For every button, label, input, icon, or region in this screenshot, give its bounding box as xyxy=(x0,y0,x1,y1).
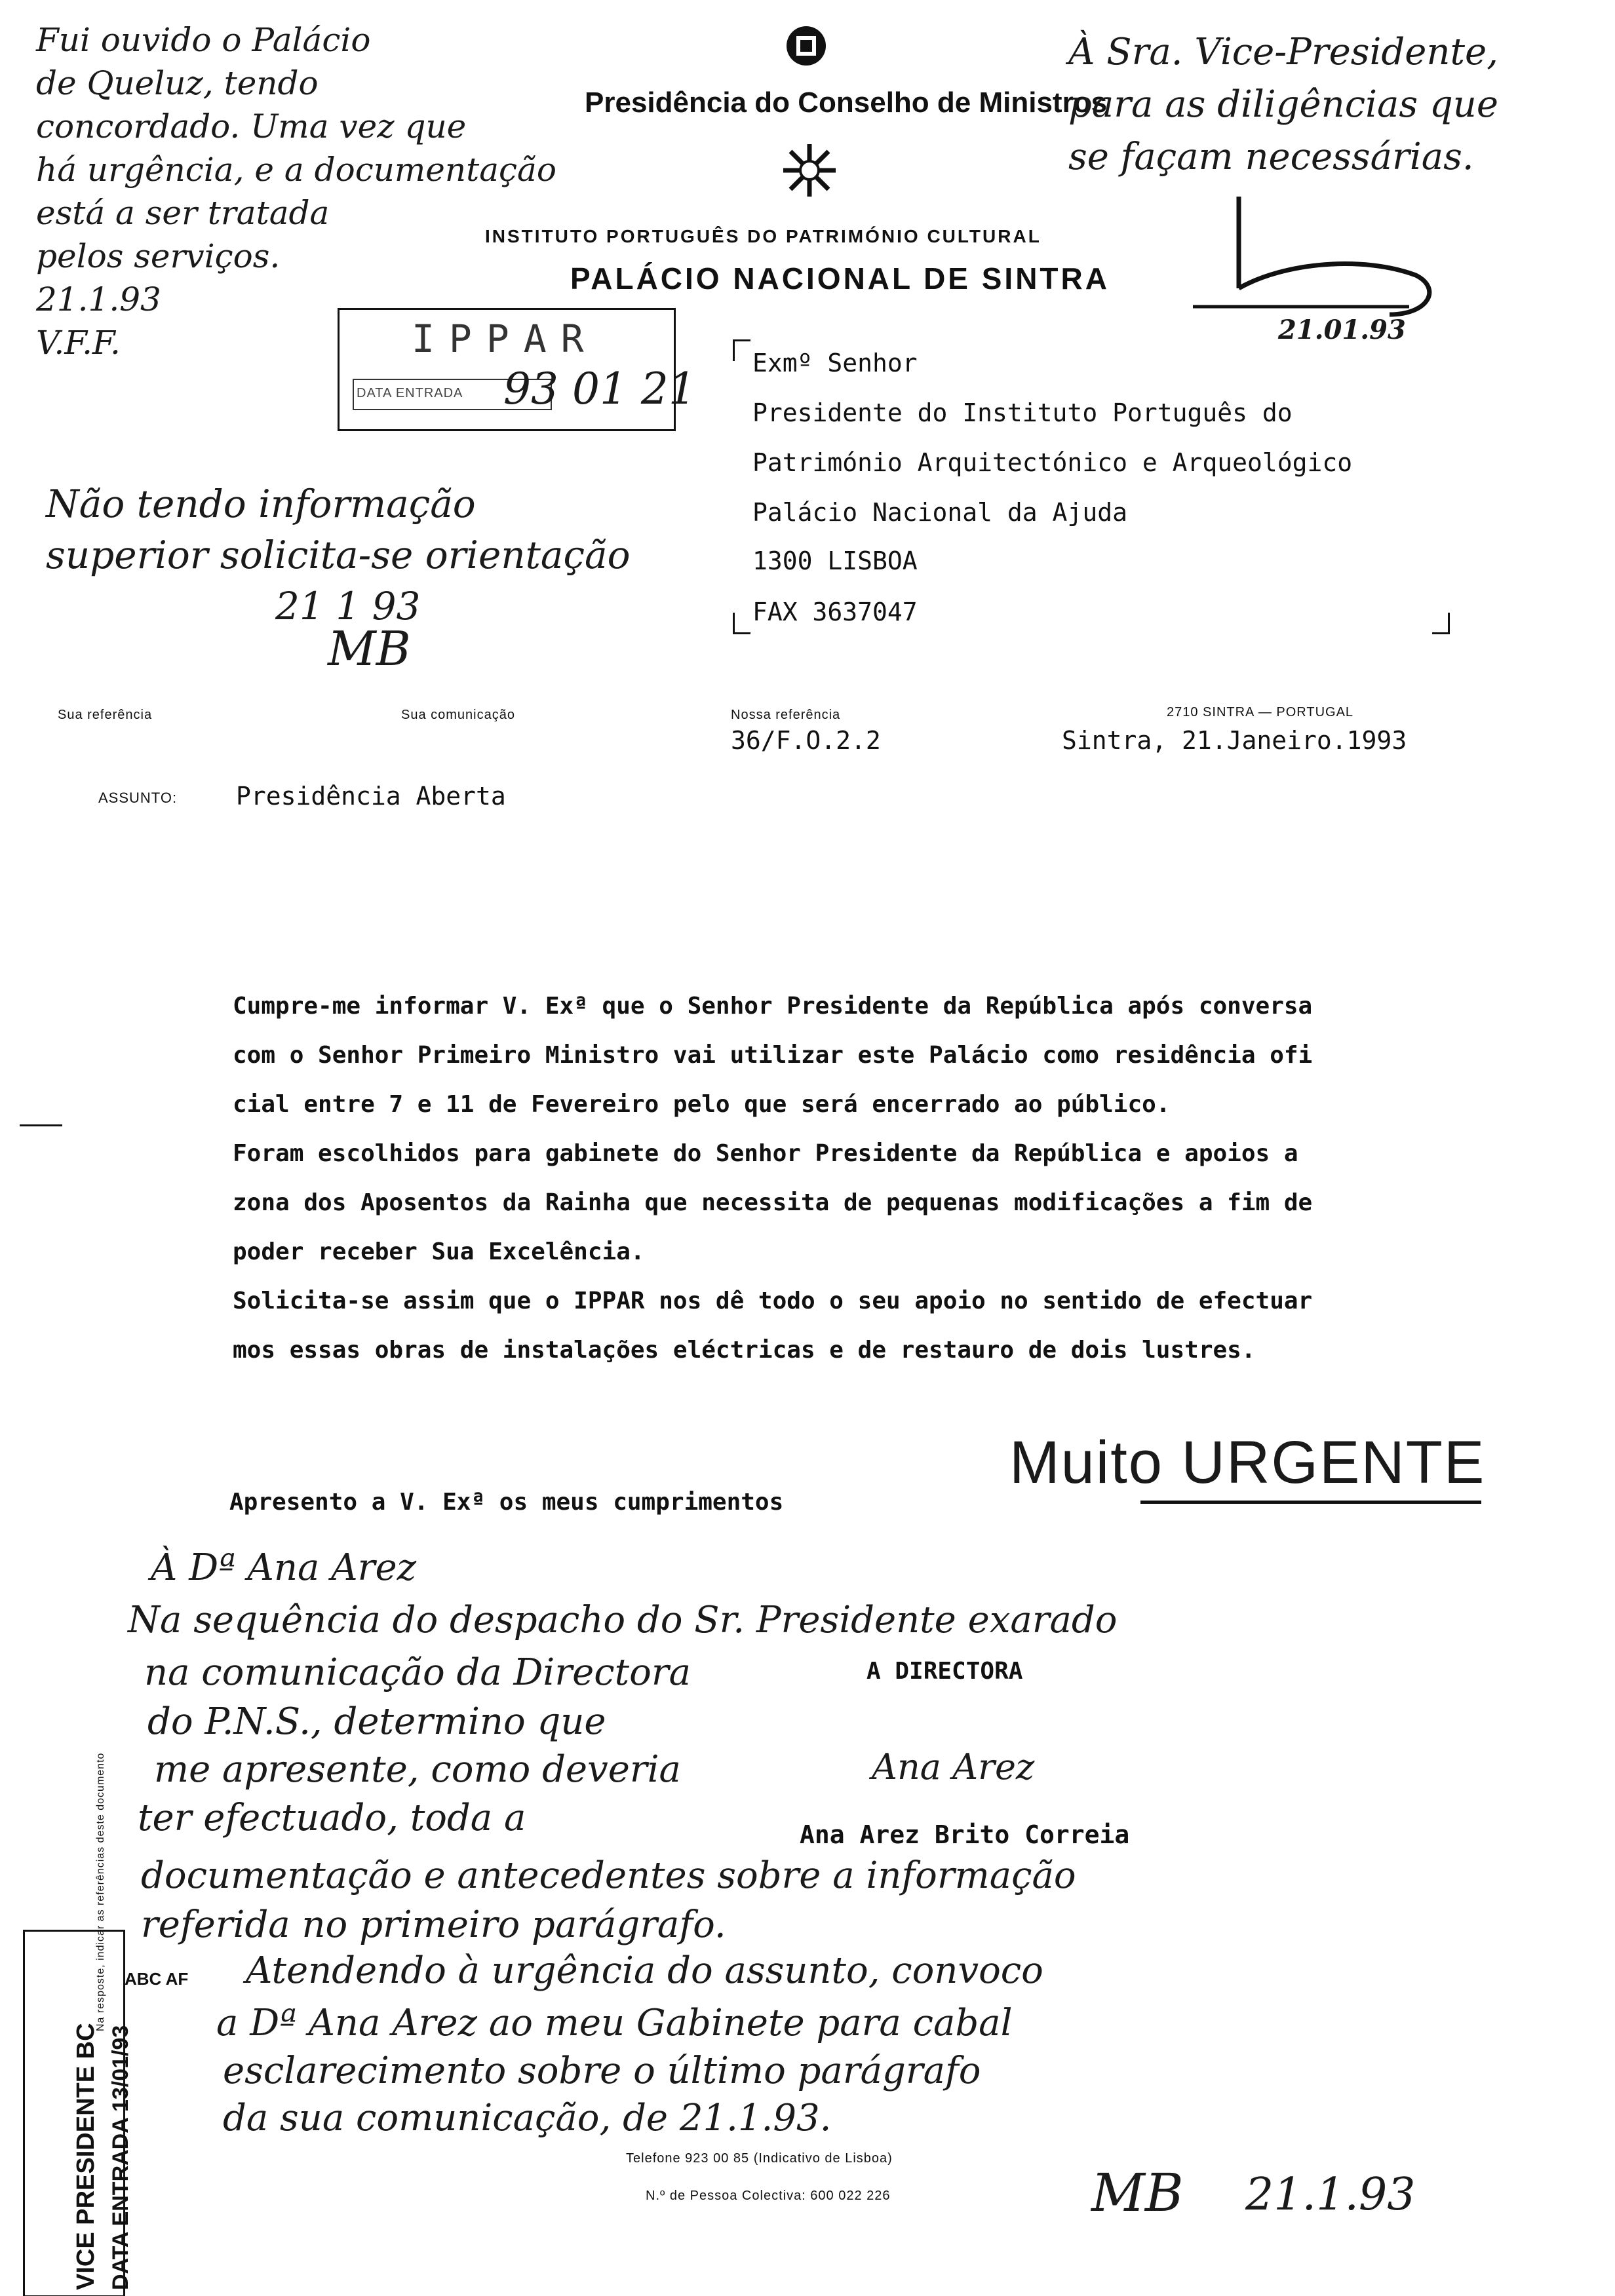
bottom-note-line: me apresente, como deveria xyxy=(154,1748,681,1791)
middle-left-annotation: Não tendo informação superior solicita-se orientação 21 1 93 xyxy=(46,482,631,628)
body-line: Cumpre-me informar V. Exª que o Senhor Presidente da República após conversa xyxy=(233,993,1313,1020)
location-label: 2710 SINTRA — PORTUGAL xyxy=(1167,705,1354,719)
bottom-note-line: na comunicação da Directora xyxy=(144,1651,691,1694)
margin-tick xyxy=(20,1124,62,1126)
top-left-annotation: Fui ouvido o Palácio de Queluz, tendo concordado. Uma vez que há urgência, e a documentação está a ser tratada pelos serviços. 21.1.93 V.F.F. xyxy=(36,21,556,362)
subject-label: ASSUNTO: xyxy=(98,790,178,806)
bottom-note-line: referida no primeiro parágrafo. xyxy=(141,1904,726,1946)
side-stamp-line1: VICE PRESIDENTE BC xyxy=(72,2023,100,2290)
letterhead-instituto: INSTITUTO PORTUGUÊS DO PATRIMÓNIO CULTURAL xyxy=(485,226,1041,246)
closing: Apresento a V. Exª os meus cumprimentos xyxy=(229,1489,784,1516)
recipient-line: 1300 LISBOA xyxy=(752,546,918,575)
stamp-date-label: DATA ENTRADA xyxy=(357,386,463,400)
address-corner-br xyxy=(1432,613,1450,634)
letterhead-presidencia: Presidência do Conselho de Ministros xyxy=(585,86,1108,119)
republic-emblem-icon xyxy=(783,20,829,72)
body-line: poder receber Sua Excelência. xyxy=(233,1238,645,1265)
body-line: com o Senhor Primeiro Ministro vai utilizar este Palácio como residência ofi xyxy=(233,1042,1313,1069)
ippc-emblem-icon xyxy=(780,141,839,200)
letterhead-palacio: PALÁCIO NACIONAL DE SINTRA xyxy=(570,261,1110,296)
recipient-line: Exmº Senhor xyxy=(752,349,918,377)
recipient-line: Património Arquitectónico e Arqueológico xyxy=(752,448,1353,477)
signature-title: A DIRECTORA xyxy=(866,1658,1023,1685)
body-line: Solicita-se assim que o IPPAR nos dê todo o seu apoio no sentido de efectuar xyxy=(233,1288,1313,1314)
body-line: zona dos Aposentos da Rainha que necessita de pequenas modificações a fim de xyxy=(233,1189,1313,1216)
bottom-note-line: documentação e antecedentes sobre a informação xyxy=(141,1854,1076,1897)
address-corner-bl xyxy=(733,613,750,634)
bottom-note-line: a Dª Ana Arez ao meu Gabinete para cabal xyxy=(216,2002,1013,2044)
bottom-note-line: Atendendo à urgência do assunto, convoco xyxy=(246,1949,1043,1992)
bottom-note-line: esclarecimento sobre o último parágrafo xyxy=(223,2050,981,2092)
address-corner-tl xyxy=(733,339,750,361)
nossa-referencia-value: 36/F.O.2.2 xyxy=(731,726,881,755)
urgent-annotation: Muito URGENTE xyxy=(1009,1429,1486,1496)
footer-telefone: Telefone 923 00 85 (Indicativo de Lisboa) xyxy=(626,2151,893,2166)
recipient-line: Palácio Nacional da Ajuda xyxy=(752,498,1127,527)
bottom-note-line: ter efectuado, toda a xyxy=(138,1797,526,1839)
signature-name: Ana Arez Brito Correia xyxy=(800,1820,1130,1849)
body-line: cial entre 7 e 11 de Fevereiro pelo que será encerrado ao público. xyxy=(233,1091,1171,1118)
nossa-referencia-label: Nossa referência xyxy=(731,708,841,722)
stamp-org: IPPAR xyxy=(412,316,598,361)
bottom-note-line: do P.N.S., determino que xyxy=(147,1700,606,1743)
bottom-note-line: À Dª Ana Arez xyxy=(151,1546,417,1589)
sua-comunicacao-label: Sua comunicação xyxy=(401,708,515,722)
middle-left-initials: MB xyxy=(328,621,411,676)
date-line: Sintra, 21.Janeiro.1993 xyxy=(1062,726,1407,755)
bottom-initials: MB xyxy=(1091,2162,1184,2223)
body-line: mos essas obras de instalações eléctricas e de restauro de dois lustres. xyxy=(233,1337,1256,1364)
footer-nif: N.º de Pessoa Colectiva: 600 022 226 xyxy=(646,2189,891,2203)
sua-referencia-label: Sua referência xyxy=(58,708,153,722)
bottom-note-line: Na sequência do despacho do Sr. Presidente exarado xyxy=(128,1599,1118,1641)
stamp-date-value: 93 01 21 xyxy=(503,364,696,414)
recipient-line: FAX 3637047 xyxy=(752,598,918,626)
top-right-annotation: À Sra. Vice-Presidente, para as diligências que se façam necessárias. xyxy=(1068,31,1499,178)
handwritten-signature: Ana Arez xyxy=(872,1746,1035,1788)
side-code: ABC AF xyxy=(125,1969,189,1989)
side-stamp-line2: DATA ENTRADA 13/01/93 xyxy=(108,2025,133,2290)
bottom-note-line: da sua comunicação, de 21.1.93. xyxy=(223,2097,832,2139)
urgent-underline xyxy=(1140,1501,1481,1504)
body-line: Foram escolhidos para gabinete do Senhor Presidente da República e apoios a xyxy=(233,1140,1298,1167)
recipient-line: Presidente do Instituto Português do xyxy=(752,398,1293,427)
margin-note: Na resposte, indicar as referências deste documento xyxy=(95,1752,106,2031)
subject-value: Presidência Aberta xyxy=(236,782,506,811)
top-right-date: 21.01.93 xyxy=(1278,315,1406,345)
bottom-date: 21.1.93 xyxy=(1245,2169,1416,2221)
